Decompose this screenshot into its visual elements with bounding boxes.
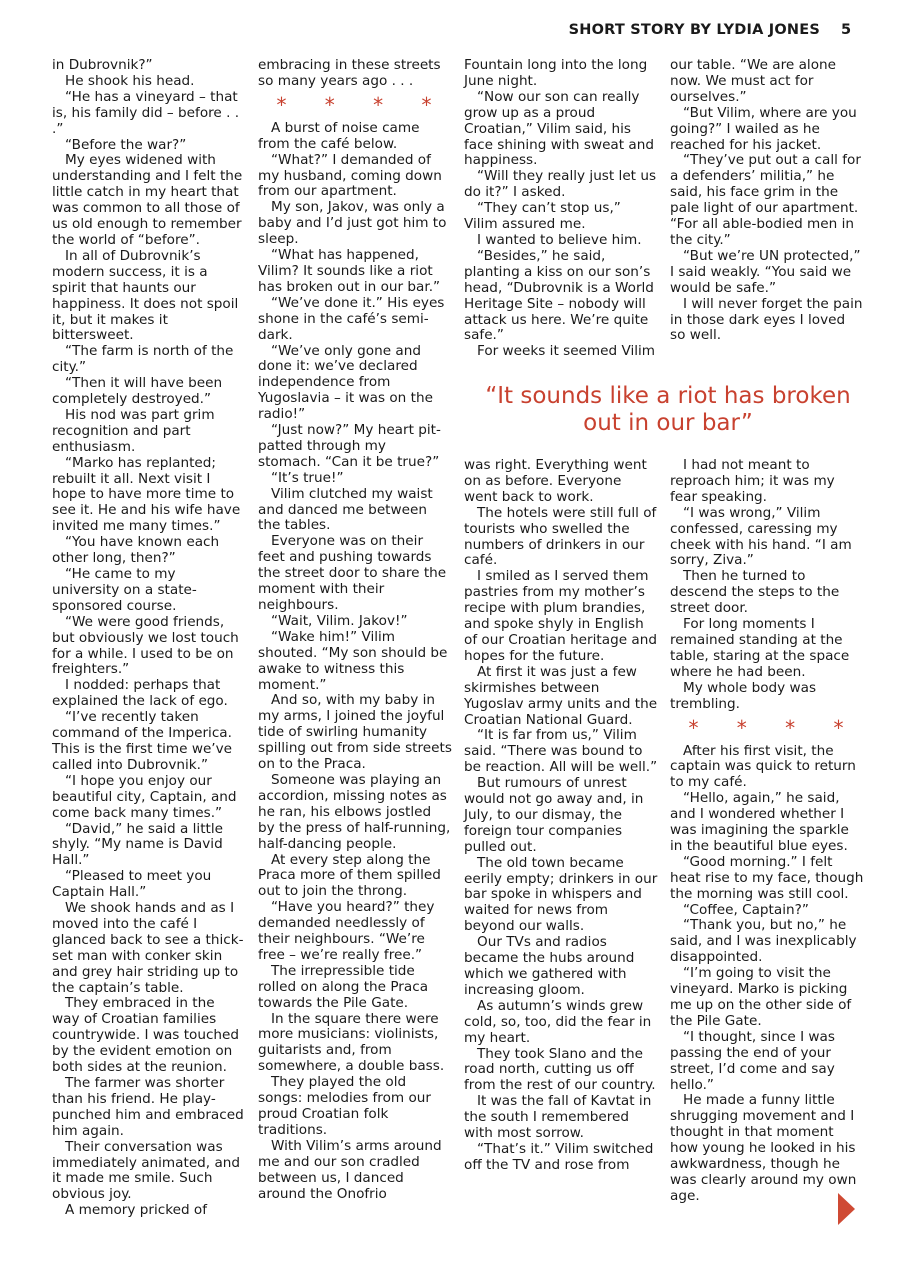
paragraph: My son, Jakov, was only a baby and I’d just got him to sleep. xyxy=(258,199,447,248)
paragraph: They played the old songs: melodies from our proud Croatian folk traditions. xyxy=(258,1074,431,1138)
paragraph: I smiled as I served them pastries from my mother’s recipe with plum brandies, and spoke shyly in English of our Croatian heritage and hopes for the future. xyxy=(464,568,657,664)
paragraph: The irrepressible tide rolled on along the Praca towards the Pile Gate. xyxy=(258,962,429,1011)
paragraph: “Good morning.” I felt heat rise to my face, though the morning was still cool. xyxy=(670,853,864,902)
paragraph: “The farm is north of the city.” xyxy=(52,343,234,376)
paragraph: “We’ve done it.” His eyes shone in the café’s semi-dark. xyxy=(258,294,445,343)
paragraph: “I was wrong,” Vilim confessed, caressing my cheek with his hand. “I am sorry, Ziva.” xyxy=(670,504,852,569)
paragraph: “But Vilim, where are you going?” I wailed as he reached for his jacket. xyxy=(670,104,857,153)
paragraph: in Dubrovnik?” xyxy=(52,57,153,73)
paragraph: I will never forget the pain in those dark eyes I loved so well. xyxy=(670,295,863,344)
paragraph: In all of Dubrovnik’s modern success, it is a spirit that haunts our happiness. It does not spoil it, but it makes it bittersweet. xyxy=(52,247,239,344)
paragraph: I nodded: perhaps that explained the lack of ego. xyxy=(52,677,228,710)
paragraph: My whole body was trembling. xyxy=(670,679,817,712)
paragraph: After his first visit, the captain was quick to return to my café. xyxy=(670,742,856,791)
pull-quote: “It sounds like a riot has broken out in our bar” xyxy=(485,383,851,436)
paragraph: “Just now?” My heart pit-patted through my stomach. “Can it be true?” xyxy=(258,422,441,470)
paragraph: our table. “We are alone now. We must act for ourselves.” xyxy=(670,57,836,105)
paragraph: “David,” he said a little shyly. “My name is David Hall.” xyxy=(52,820,224,869)
paragraph-group xyxy=(464,458,658,1174)
text-column-2 xyxy=(258,58,452,1202)
paragraph: He made a funny little shrugging movement and I thought in that moment how young he looked in his awkwardness, though he was clearly around my own age. xyxy=(670,1092,857,1204)
paragraph: “Before the war?” xyxy=(65,136,187,153)
paragraph: “I’m going to visit the vineyard. Marko is picking me up on the other side of the Pile Gate. xyxy=(670,965,852,1029)
paragraph: Fountain long into the long June night. xyxy=(464,57,648,89)
paragraph: “Now our son can really grow up as a proud Croatian,” Vilim said, his face shining with sweat and happiness. xyxy=(464,88,654,169)
paragraph: “I thought, since I was passing the end of your street, I’d come and say hello.” xyxy=(670,1028,835,1093)
next-page-arrow-icon xyxy=(838,1193,855,1225)
paragraph: My eyes widened with understanding and I felt the little catch in my heart that was common to all those of us old enough to remember the world of “before”. xyxy=(52,152,243,248)
paragraph: He shook his head. xyxy=(65,72,195,89)
paragraph: They took Slano and the road north, cutting us off from the rest of our country. xyxy=(464,1045,656,1094)
paragraph: “But we’re UN protected,” I said weakly. “You said we would be safe.” xyxy=(670,247,861,296)
paragraph: “Have you heard?” they demanded needlessly of their neighbours. “We’re free – we’re really free.” xyxy=(258,899,435,963)
paragraph: “Wake him!” Vilim shouted. “My son should be awake to witness this moment.” xyxy=(258,628,448,693)
paragraph: We shook hands and as I moved into the café I glanced back to see a thick-set man with conker skin and grey hair striding up to the captain’s table. xyxy=(52,900,244,996)
paragraph: “Pleased to meet you Captain Hall.” xyxy=(52,868,212,901)
text-column-4 xyxy=(670,58,864,344)
paragraph: “You have known each other long, then?” xyxy=(52,534,220,567)
paragraph: “He has a vineyard – that is, his family did – before . . .” xyxy=(52,88,240,137)
paragraph: “Coffee, Captain?” xyxy=(683,901,809,918)
text-column-3 xyxy=(464,58,658,360)
paragraph: Then he turned to descend the steps to the street door. xyxy=(670,568,840,617)
paragraph: was right. Everything went on as before. Everyone went back to work. xyxy=(464,457,647,505)
paragraph: As autumn’s winds grew cold, so, too, did the fear in my heart. xyxy=(464,997,652,1046)
paragraph: For long moments I remained standing at the table, staring at the space where he had been. xyxy=(670,616,850,680)
paragraph: “Then it will have been completely destroyed.” xyxy=(52,375,223,408)
paragraph: “Wait, Vilim. Jakov!” xyxy=(271,612,408,629)
paragraph: “They’ve put out a call for a defenders’ militia,” he said, his face grim in the pale light of our apartment. “For all able-bodied men in the city.” xyxy=(670,152,861,248)
paragraph: “What has happened, Vilim? It sounds like a riot has broken out in our bar.” xyxy=(258,247,441,295)
paragraph: “We were good friends, but obviously we lost touch for a while. I used to be on freighters.” xyxy=(52,613,239,678)
paragraph: “Marko has replanted; rebuilt it all. Next visit I hope to have more time to see it. He and his wife have invited me many times.” xyxy=(52,454,241,535)
paragraph: The hotels were still full of tourists who swelled the numbers of drinkers in our café. xyxy=(464,504,657,569)
paragraph: “I hope you enjoy our beautiful city, Captain, and come back many times.” xyxy=(52,772,237,821)
paragraph-group xyxy=(670,58,864,344)
paragraph: “We’ve only gone and done it: we’ve declared independence from Yugoslavia – it was on the radio!” xyxy=(258,342,433,423)
paragraph: “Besides,” he said, planting a kiss on our son’s head, “Dubrovnik is a World Heritage Site – nobody will attack us here. We’re quite safe.” xyxy=(464,247,654,344)
paragraph: His nod was part grim recognition and part enthusiasm. xyxy=(52,406,215,455)
paragraph: The farmer was shorter than his friend. He play-punched him and embraced him again. xyxy=(52,1075,244,1139)
paragraph: At first it was just a few skirmishes between Yugoslav army units and the Croatian National Guard. xyxy=(464,663,658,728)
paragraph: Vilim clutched my waist and danced me between the tables. xyxy=(258,485,433,534)
paragraph: “What?” I demanded of my husband, coming down from our apartment. xyxy=(258,151,442,200)
paragraph: A memory pricked of xyxy=(65,1202,208,1219)
paragraph: “Thank you, but no,” he said, and I was inexplicably disappointed. xyxy=(670,917,857,966)
paragraph: With Vilim’s arms around me and our son cradled between us, I danced around the Onofrio xyxy=(258,1137,442,1202)
paragraph: And so, with my baby in my arms, I joined the joyful tide of swirling humanity spilling out from side streets on to the Praca. xyxy=(258,692,452,773)
paragraph-group xyxy=(258,121,452,1203)
paragraph: Our TVs and radios became the hubs around which we gathered with increasing gloom. xyxy=(464,934,635,998)
paragraph: “They can’t stop us,” Vilim assured me. xyxy=(464,200,621,233)
paragraph: Their conversation was immediately animated, and it made me smile. Such obvious joy. xyxy=(52,1138,241,1203)
paragraph: “Will they really just let us do it?” I asked. xyxy=(464,168,657,201)
text-column-3-lower xyxy=(464,458,658,1174)
paragraph: “It’s true!” xyxy=(271,469,344,486)
paragraph: At every step along the Praca more of them spilled out to join the throng. xyxy=(258,851,441,900)
running-header: SHORT STORY BY LYDIA JONES xyxy=(568,22,820,38)
paragraph-group xyxy=(670,458,864,713)
paragraph: Everyone was on their feet and pushing towards the street door to share the moment with their neighbours. xyxy=(258,533,447,613)
paragraph: “I’ve recently taken command of the Imperica. This is the first time we’ve called into Dubrovnik.” xyxy=(52,709,233,773)
paragraph: “He came to my university on a state-sponsored course. xyxy=(52,566,197,614)
text-column-4-lower xyxy=(670,458,864,1205)
paragraph-group xyxy=(52,58,246,1219)
paragraph: In the square there were more musicians: violinists, guitarists and, from somewhere, a double bass. xyxy=(258,1010,445,1075)
paragraph-group xyxy=(464,58,658,360)
paragraph: But rumours of unrest would not go away and, in July, to our dismay, the foreign tour companies pulled out. xyxy=(464,775,644,855)
paragraph-group xyxy=(670,744,864,1205)
paragraph: A burst of noise came from the café below. xyxy=(258,119,420,152)
paragraph: It was the fall of Kavtat in the south I remembered with most sorrow. xyxy=(464,1093,652,1142)
paragraph: embracing in these streets so many years ago . . . xyxy=(258,57,441,89)
paragraph: The old town became eerily empty; drinkers in our bar spoke in whispers and waited for news from beyond our walls. xyxy=(464,854,658,935)
paragraph: “It is far from us,” Vilim said. “There was bound to be reaction. All will be well.” xyxy=(464,727,658,776)
paragraph: Someone was playing an accordion, missing notes as he ran, his elbows jostled by the press of half-running, half-dancing people. xyxy=(258,771,451,852)
paragraph-group xyxy=(258,58,452,90)
paragraph: I had not meant to reproach him; it was my fear speaking. xyxy=(670,457,835,505)
paragraph: For weeks it seemed Vilim xyxy=(477,343,656,360)
paragraph: “That’s it.” Vilim switched off the TV and rose from xyxy=(464,1140,654,1173)
paragraph: “Hello, again,” he said, and I wondered whether I was imagining the sparkle in the beautiful blue eyes. xyxy=(670,790,849,854)
paragraph: They embraced in the way of Croatian families countrywide. I was touched by the evident emotion on both sides at the reunion. xyxy=(52,995,240,1076)
section-break: * * * * xyxy=(276,92,448,117)
section-break: * * * * xyxy=(688,715,860,740)
text-column-1 xyxy=(52,58,246,1219)
page-number: 5 xyxy=(840,22,852,38)
paragraph: I wanted to believe him. xyxy=(477,231,642,248)
